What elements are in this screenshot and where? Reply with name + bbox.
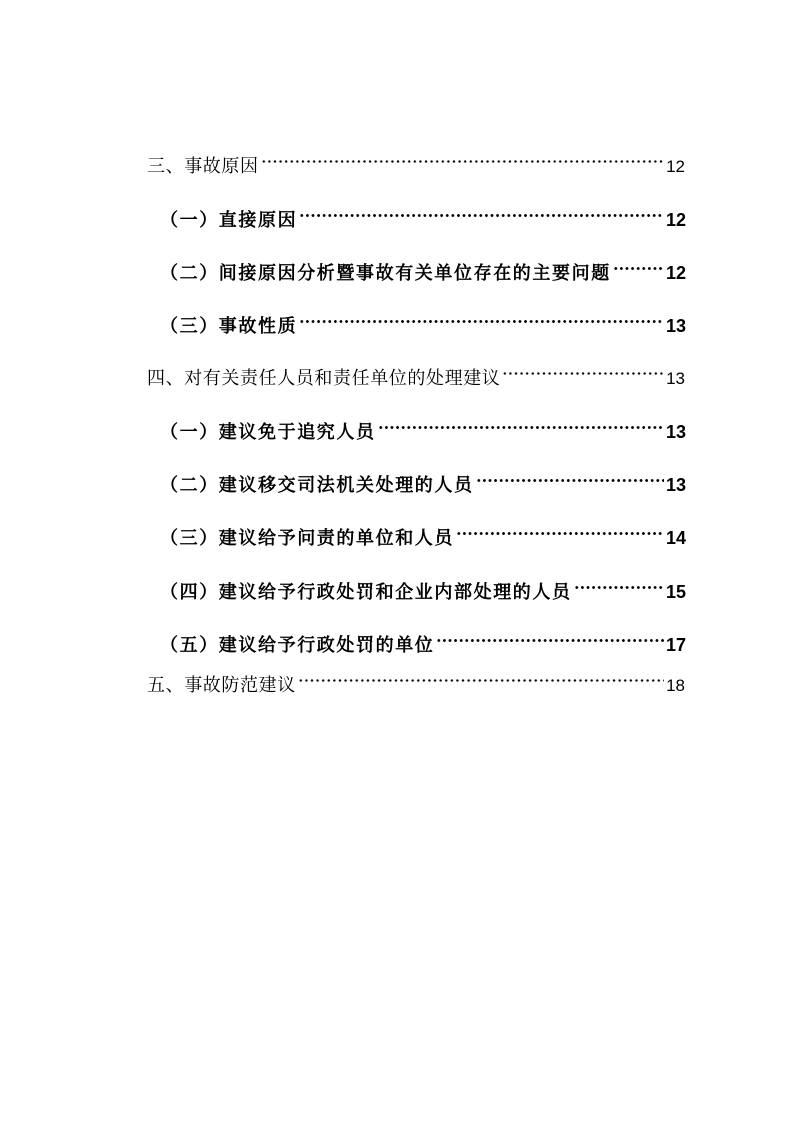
toc-dot-leader [378, 408, 664, 438]
toc-entry-administrative-penalty-units[interactable] [160, 621, 686, 656]
toc-entry-administrative-penalty-persons[interactable] [160, 568, 686, 603]
toc-entry-title: （一）直接原因 [160, 210, 298, 231]
toc-dot-leader [299, 196, 664, 226]
toc-entry-prevention-suggestions[interactable] [147, 661, 685, 696]
toc-page-number: 18 [666, 676, 685, 695]
toc-page-number: 13 [665, 316, 686, 336]
toc-page-number: 15 [665, 582, 686, 602]
toc-entry-accident-causes[interactable] [147, 142, 685, 177]
toc-page-number: 13 [666, 369, 685, 388]
toc-page-number: 12 [666, 157, 685, 176]
toc-dot-leader [261, 142, 664, 172]
toc-dot-leader [613, 249, 664, 279]
toc-page-number: 12 [665, 210, 686, 230]
toc-entry-exempted-persons[interactable] [160, 408, 686, 443]
toc-entry-handling-suggestions[interactable] [147, 354, 685, 389]
toc-dot-leader [574, 568, 664, 598]
toc-entry-title: 五、事故防范建议 [147, 675, 296, 696]
toc-entry-title: （一）建议免于追究人员 [160, 422, 376, 443]
toc-dot-leader [299, 302, 664, 332]
toc-entry-title: （三）事故性质 [160, 316, 298, 337]
toc-dot-leader [476, 461, 664, 491]
toc-entry-title: 四、对有关责任人员和责任单位的处理建议 [147, 368, 501, 389]
toc-entry-accident-nature[interactable] [160, 302, 686, 337]
toc-entry-title: （四）建议给予行政处罚和企业内部处理的人员 [160, 582, 572, 603]
toc-dot-leader [436, 621, 664, 651]
toc-entry-judicial-transfer[interactable] [160, 461, 686, 496]
toc-entry-title: （二）建议移交司法机关处理的人员 [160, 475, 474, 496]
toc-page-number: 12 [665, 263, 686, 283]
toc-page-number: 13 [665, 475, 686, 495]
toc-entry-title: （五）建议给予行政处罚的单位 [160, 635, 435, 656]
toc-entry-direct-cause[interactable] [160, 196, 686, 231]
toc-dot-leader [502, 354, 664, 384]
toc-page-number: 14 [665, 528, 686, 548]
toc-page-number: 13 [665, 422, 686, 442]
toc-entry-title: 三、事故原因 [147, 156, 259, 177]
toc-entry-title: （三）建议给予问责的单位和人员 [160, 528, 454, 549]
toc-dot-leader [298, 661, 664, 691]
toc-entry-accountability[interactable] [160, 514, 686, 549]
toc-dot-leader [456, 514, 664, 544]
toc-entry-title: （二）间接原因分析暨事故有关单位存在的主要问题 [160, 263, 611, 284]
toc-entry-indirect-cause[interactable] [160, 249, 686, 284]
toc-page-number: 17 [665, 635, 686, 655]
